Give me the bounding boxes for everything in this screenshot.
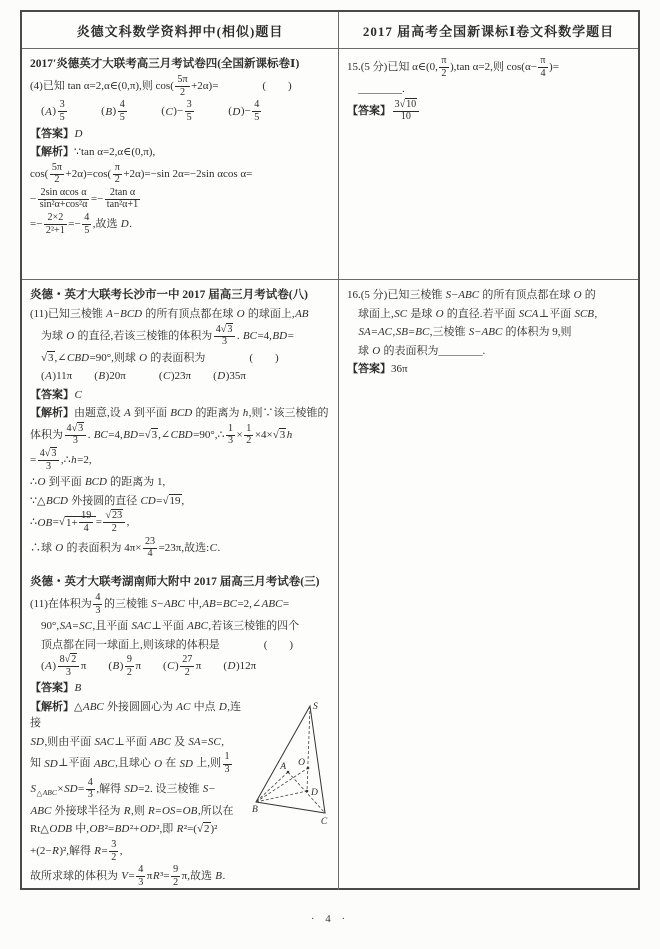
- text-line: 为球 O 的直径,若该三棱锥的体积为 $\frac{4√3}{3}$ . BC=4,BD=: [30, 323, 294, 348]
- comparison-table: [20, 10, 640, 890]
- text-line: ABC 外接球半径为 R,则 R=OS=OB,所以在: [30, 804, 234, 817]
- text-line: 故所求球的体积为 V= $\frac{4}{3}$ πR³= $\frac{9}{2}$ π,故选 B.: [30, 864, 226, 888]
- tetrahedron-figure: [252, 701, 330, 829]
- point-d-dot: [306, 790, 309, 793]
- text-line: 【答案】B: [30, 682, 82, 695]
- q16-exam-cell: [339, 280, 638, 890]
- text-line: 顶点都在同一球面上,则该球的体积是 ( ): [30, 638, 294, 651]
- text-line: =− $\frac{2\times 2}{\text{2²+1}}$ =− $\frac{4}{5}$ ,故选 D.: [30, 212, 132, 236]
- vertex-label-o: O: [298, 757, 305, 768]
- text-line: ∴球 O 的表面积为 4π× $\frac{23}{4}$ =23π,故选:C.: [30, 535, 221, 560]
- vertex-label-d: D: [311, 787, 318, 798]
- text-line: ∴OB=√1+ $\frac{19}{4}$ = $\frac{√23}{2}$ ,: [30, 510, 130, 534]
- text-line: 球面上,SC 是球 O 的直径.若平面 SCA⊥平面 SCB,: [347, 307, 598, 320]
- text-line: (A) $\frac{3}{5}$ (B) $\frac{4}{5}$ (C)− $\frac{3}{5}$ (D)− $\frac{4}{5}$: [30, 99, 260, 123]
- text-line: 【解析】△ABC 外接圆圆心为 AC 中点 D,连接: [30, 700, 242, 730]
- q15-source-title: 2017′炎德英才大联考高三月考试卷四(全国新课标卷Ⅰ): [30, 58, 300, 70]
- q16-explanation: [30, 699, 330, 889]
- q16-similar-block-2: [30, 574, 330, 889]
- text-line: SA=AC,SB=BC,三棱锥 S−ABC 的体积为 9,则: [358, 326, 572, 338]
- text-line: (11)在体积为 $\frac{4}{3}$ 的三棱锥 S−ABC 中,AB=BC=2,∠ABC=: [30, 591, 290, 616]
- text-line: (11)已知三棱锥 A−BCD 的所有顶点都在球 O 的球面上,AB: [30, 308, 309, 321]
- q16-similar-lines-2: [30, 593, 330, 697]
- q15-similar-cell: [22, 49, 339, 279]
- header-right-title: 2017 届高考全国新课标Ⅰ卷文科数学题目: [362, 23, 615, 39]
- q16-similar-cell: [22, 280, 339, 890]
- text-line: 体积为 $\frac{4√3}{3}$ . BC=4,BD=√3,∠CBD=90°,∴ $\frac{1}{3}$ × $\frac{1}{2}$ ×4×√3 h: [30, 422, 293, 447]
- text-line: SD,则由平面 SAC⊥平面 ABC 及 SA=SC,: [30, 735, 224, 748]
- q15-exam-lines: [347, 56, 630, 123]
- text-line: (4)已知 tan α=2,α∈(0,π),则 cos( $\frac{5\pi}{2}$ +2α)= ( ): [30, 74, 292, 98]
- text-line: 【答案】C: [30, 388, 82, 401]
- question-16-row: [22, 280, 638, 890]
- text-line: ∴O 到平面 BCD 的距离为 1,: [30, 476, 166, 489]
- q16-similar-block-1: [30, 287, 330, 560]
- q15-exam-cell: [339, 49, 638, 279]
- text-line: 知 SD⊥平面 ABC,且球心 O 在 SD 上,则 $\frac{1}{3}$: [30, 751, 230, 776]
- q16-source-title-2: 炎德・英才大联考湖南师大附中 2017 届高三月考试卷(三): [30, 575, 320, 588]
- text-line: 【解析】∵tan α=2,α∈(0,π),: [30, 146, 156, 159]
- vertex-label-b: B: [252, 804, 258, 815]
- text-line: (A)11π (B)20π (C)23π (D)35π: [30, 370, 246, 383]
- text-line: +(2−R)²,解得 R= $\frac{3}{2}$ ,: [30, 838, 123, 863]
- q15-similar-lines: [30, 75, 330, 236]
- q16-similar-lines-1: [30, 306, 330, 560]
- vertex-label-a: A: [280, 761, 286, 772]
- text-line: cos( $\frac{5\pi}{2}$ +2α)=cos( $\frac{\pi}{2}$ +2α)=−sin 2α=−2sin αcos α=: [30, 161, 253, 186]
- vertex-label-s: S: [313, 701, 318, 712]
- table-header-row: [22, 12, 638, 49]
- text-line: 15.(5 分)已知 α∈(0, $\frac{\pi}{2}$ ),tan α=2,则 cos(α− $\frac{\pi}{4}$ )=: [347, 55, 559, 79]
- text-line: 【答案】D: [30, 127, 83, 140]
- text-line: 16.(5 分)已知三棱锥 S−ABC 的所有顶点都在球 O 的: [347, 289, 596, 301]
- text-line: ________.: [347, 83, 405, 96]
- text-line: 【答案】 $\frac{3√10}{10}$: [347, 100, 630, 123]
- text-line: 球 O 的表面积为________.: [347, 344, 486, 357]
- page-number: · 4 ·: [310, 913, 350, 925]
- text-line: (A) $\frac{8√2}{3}$ π (B) $\frac{9}{2}$ π (C) $\frac{27}{2}$ π (D)12π: [30, 654, 257, 678]
- text-line: ∵△BCD 外接圆的直径 CD=√19,: [30, 494, 185, 507]
- text-line: Rt△ODB 中,OB²=BD²+OD²,即 R²=(√2)²: [30, 823, 218, 836]
- q16-source-title-1: 炎德・英才大联考长沙市一中 2017 届高三月考试卷(八): [30, 289, 308, 301]
- vertex-label-c: C: [320, 816, 328, 827]
- point-a-dot: [287, 771, 290, 774]
- text-line: 【解析】由题意,设 A 到平面 BCD 的距离为 h,则∵该三棱锥的: [30, 407, 329, 420]
- text-line: 90°,SA=SC,且平面 SAC⊥平面 ABC,若该三棱锥的四个: [30, 620, 300, 633]
- text-line: 【答案】36π: [347, 363, 408, 375]
- text-line: √3,∠CBD=90°,则球 O 的表面积为 ( ): [41, 351, 279, 364]
- point-o-dot: [307, 767, 310, 770]
- q16-exam-lines: [347, 287, 630, 378]
- text-line: $S_{\triangle ABC}\times SD=$ $\frac{4}{3}$ ,解得 SD=2. 设三棱锥 S−: [30, 776, 215, 801]
- text-line: = $\frac{4√3}{3}$ ,∴h=2,: [30, 448, 92, 472]
- q15-similar-block: [30, 56, 330, 236]
- text-line: − $\frac{\text{2sin αcos α}}{\text{sin²α+cos²α}}$ =− $\frac{\text{2tan α}}{\text{tan²α+1}}$: [30, 186, 139, 211]
- question-15-row: [22, 49, 638, 280]
- header-left-title: 炎德文科数学资料押中(相似)题目: [22, 12, 339, 48]
